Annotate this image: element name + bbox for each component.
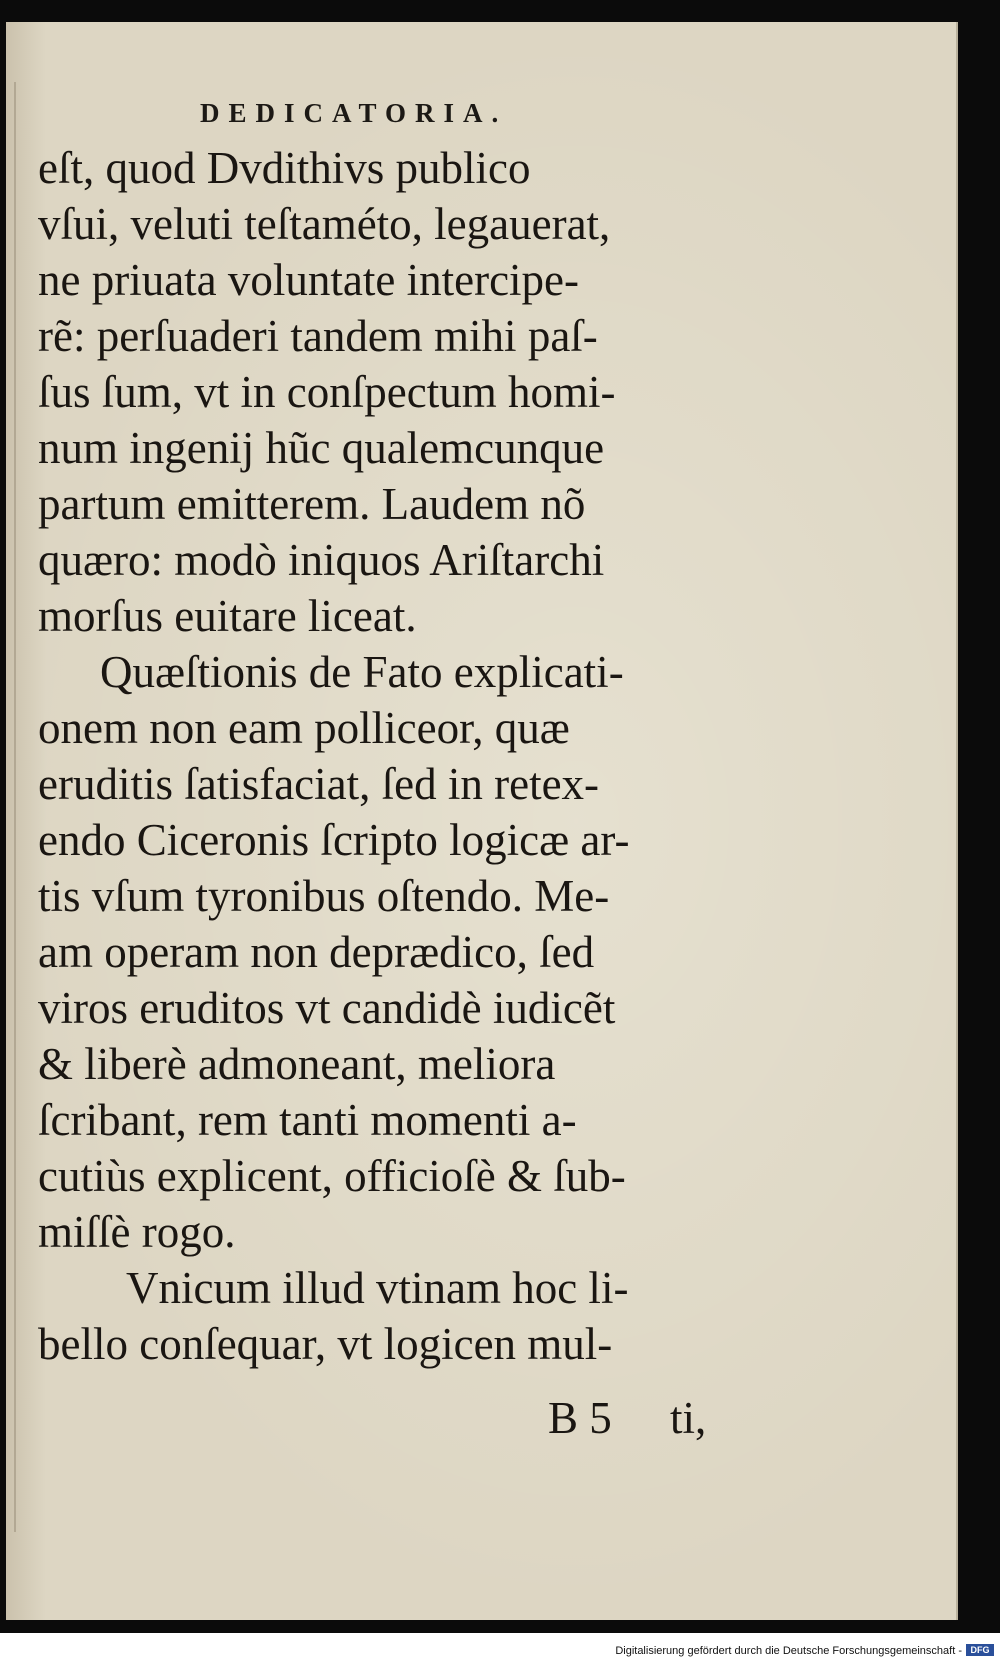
digitization-credit: Digitalisierung gefördert durch die Deutsche Forschungsgemeinschaft - [615, 1645, 962, 1657]
catchword: ti, [670, 1393, 707, 1443]
text-line: num ingenij hũc qualemcunque [38, 423, 605, 473]
text-line: ſus ſum, vt in conſpectum homi- [38, 367, 616, 417]
text-line: miſſè rogo. [38, 1207, 236, 1257]
paragraph-start-line: Quæſtionis de Fato explicati- [100, 647, 624, 697]
text-line: ſcribant, rem tanti momenti a- [38, 1095, 577, 1145]
text-line: & liberè admoneant, meliora [38, 1039, 556, 1089]
text-line: eruditis ſatisfaciat, ſed in retex- [38, 759, 600, 809]
dfg-logo: DFG [966, 1644, 994, 1656]
text-line: partum emitterem. Laudem nõ [38, 479, 586, 529]
text-line: cutiùs explicent, officioſè & ſub- [38, 1151, 626, 1201]
text-line: am operam non deprædico, ſed [38, 927, 595, 977]
text-line: morſus euitare liceat. [38, 591, 417, 641]
text-line: quæro: modò iniquos Ariſtarchi [38, 535, 605, 585]
text-line: tis vſum tyronibus oſtendo. Me- [38, 871, 610, 921]
text-line: onem non eam polliceor, quæ [38, 703, 570, 753]
text-line: bello conſequar, vt logicen mul- [38, 1319, 613, 1369]
page-footer [38, 1392, 738, 1448]
gutter-shadow [14, 82, 16, 1532]
body-text [38, 140, 738, 1372]
text-line: vſui, veluti teſtaméto, legauerat, [38, 199, 611, 249]
text-line: viros eruditos vt candidè iudicẽt [38, 983, 616, 1033]
running-head: DEDICATORIA. [200, 98, 508, 128]
text-line: endo Ciceronis ſcripto logicæ ar- [38, 815, 630, 865]
text-line: eſt, quod Dvdithivs publico [38, 143, 531, 193]
paragraph-start-line: Vnicum illud vtinam hoc li- [126, 1263, 629, 1313]
text-line: rẽ: perſuaderi tandem mihi paſ- [38, 311, 598, 361]
text-line: ne priuata voluntate intercipe- [38, 255, 580, 305]
signature-mark: B 5 [548, 1393, 612, 1443]
